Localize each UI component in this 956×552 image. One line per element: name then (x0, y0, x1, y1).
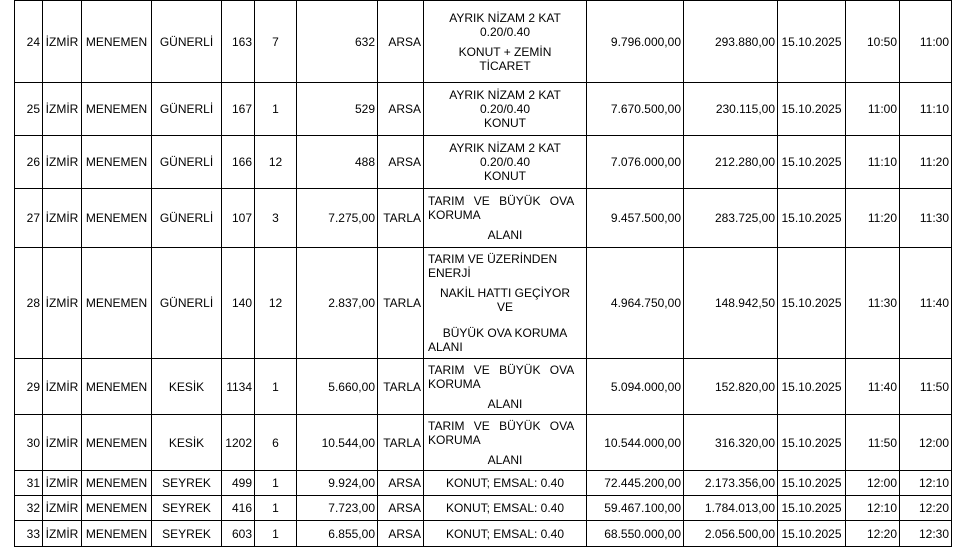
province-cell: İZMİR (43, 521, 82, 547)
province-cell: İZMİR (43, 83, 82, 136)
parcel-cell: 1 (255, 521, 297, 547)
end-time-cell: 12:30 (900, 521, 952, 547)
type-cell: TARLA (378, 359, 424, 415)
neighborhood-cell: GÜNERLİ (152, 136, 222, 189)
start-time-cell: 11:40 (846, 359, 900, 415)
type-cell: ARSA (378, 136, 424, 189)
table-row (15, 136, 952, 189)
block-cell: 416 (222, 496, 255, 521)
row-number: 33 (15, 521, 43, 547)
type-cell: ARSA (378, 83, 424, 136)
type-cell: TARLA (378, 189, 424, 248)
date-cell: 15.10.2025 (778, 83, 846, 136)
estimated-value-cell: 9.796.000,00 (587, 1, 684, 83)
zoning-line: KORUMA (428, 376, 481, 391)
end-time-cell: 11:40 (900, 248, 952, 359)
zoning-line: KONUT (484, 169, 526, 183)
date-cell: 15.10.2025 (778, 521, 846, 547)
deposit-cell: 148.942,50 (684, 248, 778, 359)
estimated-value-cell: 10.544.000,00 (587, 415, 684, 471)
area-cell: 9.924,00 (297, 471, 378, 496)
province-cell: İZMİR (43, 189, 82, 248)
zoning-cell (424, 415, 587, 471)
deposit-cell: 2.056.500,00 (684, 521, 778, 547)
province-cell: İZMİR (43, 415, 82, 471)
neighborhood-cell: GÜNERLİ (152, 83, 222, 136)
deposit-cell: 152.820,00 (684, 359, 778, 415)
zoning-line: KONUT + ZEMİN (458, 44, 552, 59)
zoning-line: VE (496, 300, 513, 314)
zoning-line: KONUT; EMSAL: 0.40 (445, 476, 565, 490)
province-cell: İZMİR (43, 1, 82, 83)
row-number: 29 (15, 359, 43, 415)
neighborhood-cell: SEYREK (152, 496, 222, 521)
province-cell: İZMİR (43, 359, 82, 415)
zoning-line: BÜYÜK OVA KORUMA (442, 326, 568, 340)
type-cell: ARSA (378, 496, 424, 521)
row-number: 24 (15, 1, 43, 83)
auction-table (14, 0, 952, 547)
district-cell: MENEMEN (82, 248, 152, 359)
province-cell: İZMİR (43, 496, 82, 521)
block-cell: 1202 (222, 415, 255, 471)
zoning-cell (424, 136, 587, 189)
deposit-cell: 2.173.356,00 (684, 471, 778, 496)
province-cell: İZMİR (43, 471, 82, 496)
parcel-cell: 1 (255, 496, 297, 521)
end-time-cell: 11:30 (900, 189, 952, 248)
table-row (15, 471, 952, 496)
row-number: 26 (15, 136, 43, 189)
type-cell: ARSA (378, 521, 424, 547)
deposit-cell: 283.725,00 (684, 189, 778, 248)
parcel-cell: 7 (255, 1, 297, 83)
deposit-cell: 212.280,00 (684, 136, 778, 189)
end-time-cell: 12:20 (900, 496, 952, 521)
zoning-line: 0.20/0.40 (479, 24, 531, 39)
district-cell: MENEMEN (82, 1, 152, 83)
date-cell: 15.10.2025 (778, 415, 846, 471)
estimated-value-cell: 7.076.000,00 (587, 136, 684, 189)
end-time-cell: 11:10 (900, 83, 952, 136)
zoning-line: KORUMA (428, 432, 481, 447)
zoning-cell (424, 496, 587, 521)
block-cell: 1134 (222, 359, 255, 415)
zoning-line: ALANI (487, 228, 523, 242)
estimated-value-cell: 4.964.750,00 (587, 248, 684, 359)
district-cell: MENEMEN (82, 189, 152, 248)
date-cell: 15.10.2025 (778, 189, 846, 248)
neighborhood-cell: SEYREK (152, 471, 222, 496)
table-row (15, 189, 952, 248)
type-cell: TARLA (378, 415, 424, 471)
end-time-cell: 11:00 (900, 1, 952, 83)
zoning-line: AYRIK NİZAM 2 KAT (449, 88, 561, 102)
block-cell: 603 (222, 521, 255, 547)
parcel-cell: 3 (255, 189, 297, 248)
zoning-line: 0.20/0.40 (479, 102, 531, 116)
estimated-value-cell: 7.670.500,00 (587, 83, 684, 136)
estimated-value-cell: 5.094.000,00 (587, 359, 684, 415)
date-cell: 15.10.2025 (778, 248, 846, 359)
date-cell: 15.10.2025 (778, 471, 846, 496)
parcel-cell: 12 (255, 136, 297, 189)
zoning-cell (424, 83, 587, 136)
zoning-line: 0.20/0.40 (479, 155, 531, 169)
date-cell: 15.10.2025 (778, 359, 846, 415)
zoning-cell (424, 1, 587, 83)
row-number: 28 (15, 248, 43, 359)
start-time-cell: 11:10 (846, 136, 900, 189)
row-number: 31 (15, 471, 43, 496)
zoning-line: AYRIK NİZAM 2 KAT (449, 10, 561, 25)
deposit-cell: 316.320,00 (684, 415, 778, 471)
block-cell: 163 (222, 1, 255, 83)
neighborhood-cell: GÜNERLİ (152, 189, 222, 248)
table-row (15, 415, 952, 471)
zoning-cell (424, 359, 587, 415)
row-number: 25 (15, 83, 43, 136)
zoning-line: AYRIK NİZAM 2 KAT (449, 141, 561, 155)
zoning-line: TARIM VE BÜYÜK OVA (428, 362, 575, 377)
district-cell: MENEMEN (82, 471, 152, 496)
end-time-cell: 11:20 (900, 136, 952, 189)
area-cell: 7.723,00 (297, 496, 378, 521)
deposit-cell: 230.115,00 (684, 83, 778, 136)
zoning-line: ALANI (487, 452, 523, 467)
district-cell: MENEMEN (82, 136, 152, 189)
table-row (15, 496, 952, 521)
table-row (15, 1, 952, 83)
end-time-cell: 12:00 (900, 415, 952, 471)
deposit-cell: 293.880,00 (684, 1, 778, 83)
start-time-cell: 11:20 (846, 189, 900, 248)
area-cell: 632 (297, 1, 378, 83)
area-cell: 6.855,00 (297, 521, 378, 547)
table-row (15, 521, 952, 547)
district-cell: MENEMEN (82, 521, 152, 547)
zoning-line: TARIM VE ÜZERİNDEN (428, 252, 558, 266)
zoning-line: ENERJİ (428, 266, 471, 280)
province-cell: İZMİR (43, 136, 82, 189)
zoning-cell (424, 189, 587, 248)
zoning-cell (424, 521, 587, 547)
start-time-cell: 10:50 (846, 1, 900, 83)
table-row (15, 83, 952, 136)
parcel-cell: 1 (255, 471, 297, 496)
district-cell: MENEMEN (82, 415, 152, 471)
area-cell: 7.275,00 (297, 189, 378, 248)
zoning-line: KONUT; EMSAL: 0.40 (445, 526, 565, 541)
start-time-cell: 12:20 (846, 521, 900, 547)
estimated-value-cell: 68.550.000,00 (587, 521, 684, 547)
zoning-line: KONUT; EMSAL: 0.40 (445, 501, 565, 515)
table-row (15, 359, 952, 415)
area-cell: 5.660,00 (297, 359, 378, 415)
block-cell: 167 (222, 83, 255, 136)
zoning-cell (424, 471, 587, 496)
block-cell: 499 (222, 471, 255, 496)
row-number: 30 (15, 415, 43, 471)
row-number: 27 (15, 189, 43, 248)
zoning-line: TARIM VE BÜYÜK OVA (428, 418, 575, 433)
start-time-cell: 11:30 (846, 248, 900, 359)
start-time-cell: 11:50 (846, 415, 900, 471)
estimated-value-cell: 72.445.200,00 (587, 471, 684, 496)
zoning-line: KONUT (484, 116, 526, 130)
block-cell: 166 (222, 136, 255, 189)
neighborhood-cell: KESİK (152, 359, 222, 415)
zoning-line: KORUMA (428, 208, 481, 222)
zoning-line: TİCARET (479, 58, 531, 73)
neighborhood-cell: GÜNERLİ (152, 248, 222, 359)
zoning-line: ALANI (487, 396, 523, 411)
neighborhood-cell: GÜNERLİ (152, 1, 222, 83)
neighborhood-cell: SEYREK (152, 521, 222, 547)
date-cell: 15.10.2025 (778, 136, 846, 189)
start-time-cell: 12:00 (846, 471, 900, 496)
start-time-cell: 12:10 (846, 496, 900, 521)
zoning-line: NAKİL HATTI GEÇİYOR (439, 286, 571, 300)
row-number: 32 (15, 496, 43, 521)
type-cell: ARSA (378, 1, 424, 83)
province-cell: İZMİR (43, 248, 82, 359)
area-cell: 10.544,00 (297, 415, 378, 471)
date-cell: 15.10.2025 (778, 1, 846, 83)
area-cell: 488 (297, 136, 378, 189)
date-cell: 15.10.2025 (778, 496, 846, 521)
district-cell: MENEMEN (82, 359, 152, 415)
estimated-value-cell: 59.467.100,00 (587, 496, 684, 521)
zoning-line: TARIM VE BÜYÜK OVA (428, 194, 575, 208)
end-time-cell: 11:50 (900, 359, 952, 415)
neighborhood-cell: KESİK (152, 415, 222, 471)
block-cell: 107 (222, 189, 255, 248)
estimated-value-cell: 9.457.500,00 (587, 189, 684, 248)
deposit-cell: 1.784.013,00 (684, 496, 778, 521)
area-cell: 529 (297, 83, 378, 136)
type-cell: TARLA (378, 248, 424, 359)
block-cell: 140 (222, 248, 255, 359)
zoning-cell (424, 248, 587, 359)
parcel-cell: 1 (255, 83, 297, 136)
start-time-cell: 11:00 (846, 83, 900, 136)
parcel-cell: 12 (255, 248, 297, 359)
end-time-cell: 12:10 (900, 471, 952, 496)
type-cell: ARSA (378, 471, 424, 496)
parcel-cell: 1 (255, 359, 297, 415)
district-cell: MENEMEN (82, 83, 152, 136)
area-cell: 2.837,00 (297, 248, 378, 359)
district-cell: MENEMEN (82, 496, 152, 521)
parcel-cell: 6 (255, 415, 297, 471)
table-row (15, 248, 952, 359)
zoning-line: ALANI (428, 340, 463, 354)
